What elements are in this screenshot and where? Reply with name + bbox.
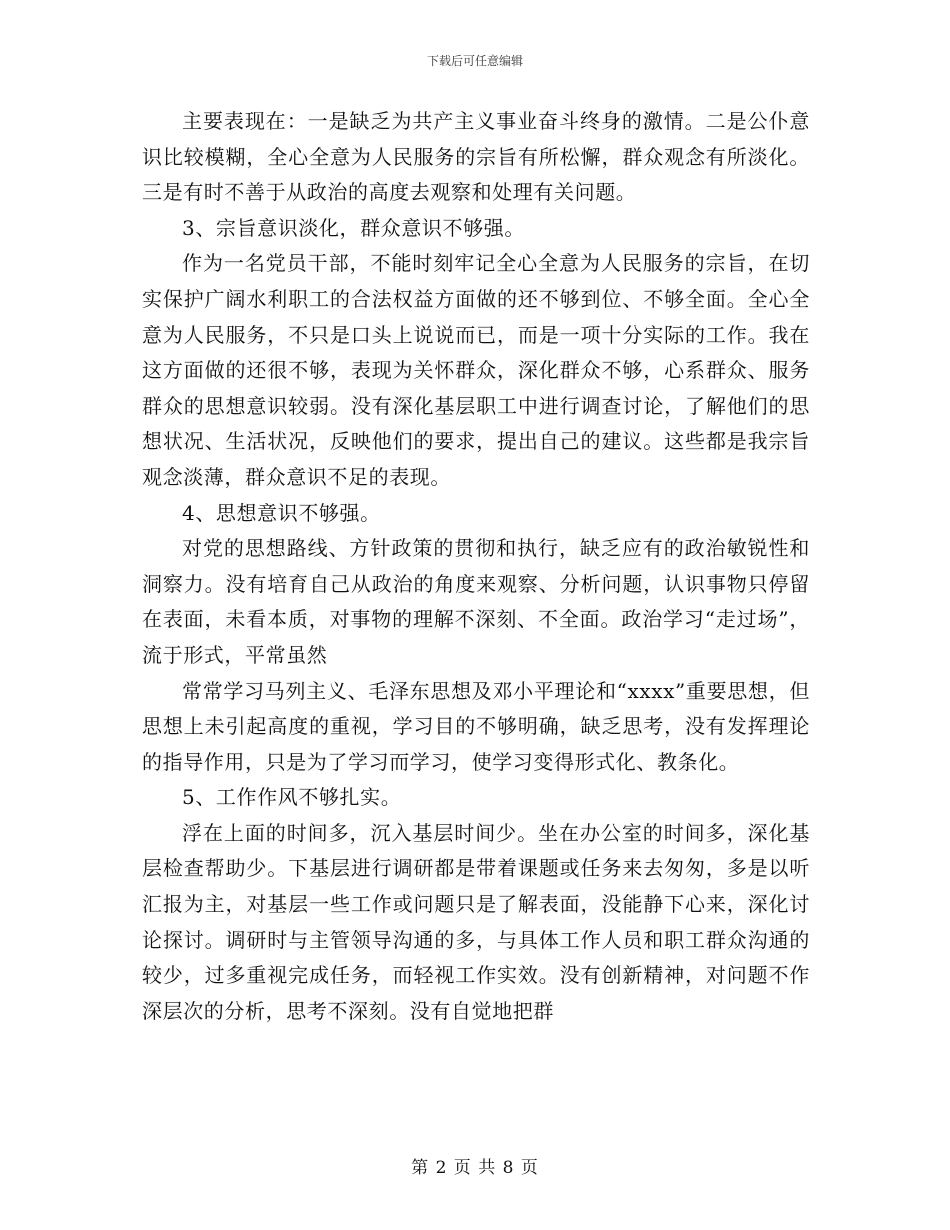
section-heading: 4、思想意识不够强。: [182, 500, 381, 525]
document-body: [142, 104, 810, 1029]
page-number: 第 2 页 共 8 页: [411, 1158, 539, 1178]
paragraph: 作为一名党员干部，不能时刻牢记全心全意为人民服务的宗旨，在切实保护广阔水利职工的合法权益方面做的还不够到位、不够全面。全心全意为人民服务，不只是口头上说说而已，而是一项十分实际的工作。我在这方面做的还很不够，表现为关怀群众，深化群众不够，心系群众、服务群众的思想意识较弱。没有深化基层职工中进行调查讨论，了解他们的思想状况、生活状况，反映他们的要求，提出自己的建议。这些都是我宗旨观念淡薄，群众意识不足的表现。: [142, 251, 810, 489]
paragraph: 主要表现在：一是缺乏为共产主义事业奋斗终身的激情。二是公仆意识比较模糊，全心全意为人民服务的宗旨有所松懈，群众观念有所淡化。三是有时不善于从政治的高度去观察和处理有关问题。: [142, 109, 810, 205]
section-heading: 5、工作作风不够扎实。: [182, 785, 402, 810]
paragraph: 浮在上面的时间多，沉入基层时间少。坐在办公室的时间多，深化基层检查帮助少。下基层进行调研都是带着课题或任务来去匆匆，多是以听汇报为主，对基层一些工作或问题只是了解表面，没能静下心来，深化讨论探讨。调研时与主管领导沟通的多，与具体工作人员和职工群众沟通的较少，过多重视完成任务，而轻视工作实效。没有创新精神，对问题不作深层次的分析，思考不深刻。没有自觉地把群: [142, 820, 810, 1023]
header-note: 下载后可任意编辑: [426, 54, 523, 68]
section-heading: 3、宗旨意识淡化，群众意识不够强。: [182, 215, 525, 240]
paragraph: 常常学习马列主义、毛泽东思想及邓小平理论和“xxxx”重要思想，但思想上未引起高度的重视，学习目的不够明确，缺乏思考，没有发挥理论的指导作用，只是为了学习而学习，使学习变得形式化、教条化。: [142, 678, 810, 774]
paragraph: 对党的思想路线、方针政策的贯彻和执行，缺乏应有的政治敏锐性和洞察力。没有培育自己从政治的角度来观察、分析问题，认识事物只停留在表面，未看本质，对事物的理解不深刻、不全面。政治学习“走过场”，流于形式，平常虽然: [142, 536, 810, 667]
